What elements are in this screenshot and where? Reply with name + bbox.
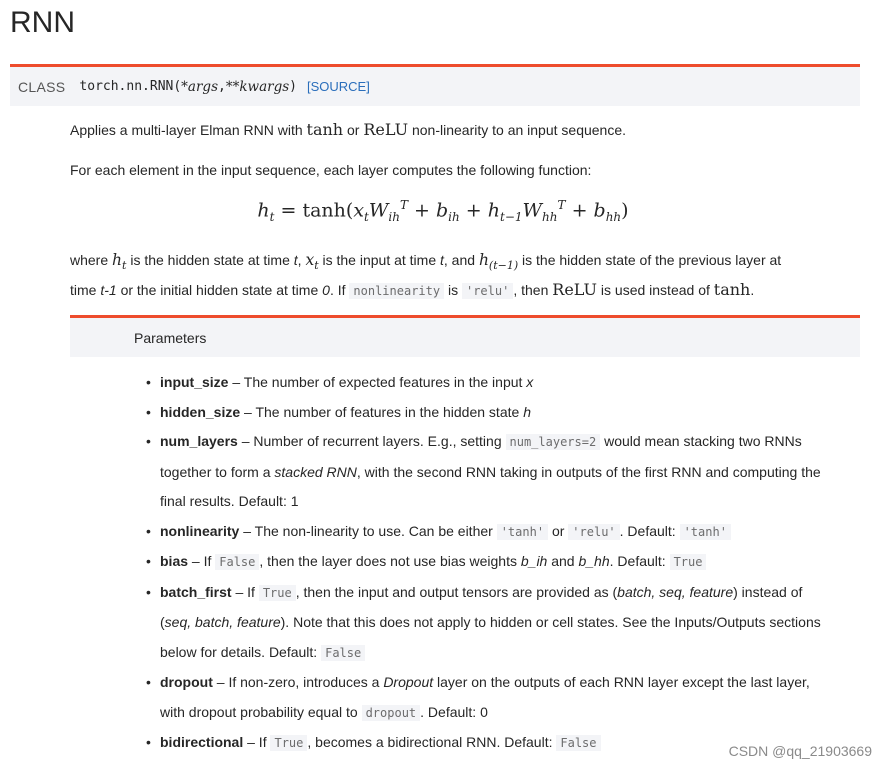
param-nonlinearity: • nonlinearity – The non-linearity to use. Can be either 'tanh' or 'relu' . Default: 'tanh' <box>160 517 860 548</box>
class-signature <box>10 64 860 106</box>
function-paragraph: For each element in the input sequence, each layer computes the following function: <box>70 162 592 178</box>
rnn-equation: $h_t = \tanh(x_tW_{ih}^T + b_{ih} + h_{t-1}W_{hh}^T + b_{hh})$ <box>257 198 629 225</box>
param-dropout: • dropout – If non-zero, introduces a Dropout layer on the outputs of each RNN layer except the last layer, with dropout probability equal to dropout . Default: 0 <box>160 668 860 728</box>
signature-kwargs: **kwargs <box>225 78 290 95</box>
page-title: RNN <box>10 6 75 39</box>
param-bidirectional: • bidirectional – If True , becomes a bidirectional RNN. Default: False <box>160 728 860 759</box>
param-bias: • bias – If False , then the layer does not use bias weights b_ih and b_hh. Default: True <box>160 547 860 578</box>
param-num-layers: • num_layers – Number of recurrent layers. E.g., setting num_layers=2 would mean stacking two RNNs together to form a stacked RNN, with the second RNN taking in outputs of the first RNN and computing the final results. Default: 1 <box>160 427 860 517</box>
param-batch-first: • batch_first – If True , then the input and output tensors are provided as (batch, seq, feature) instead of (seq, batch, feature). Note that this does not apply to hidden or cell states. See the Inputs/Outputs sections below for details. Default: False <box>160 578 860 669</box>
param-input-size: • input_size – The number of expected features in the input x <box>160 368 860 398</box>
signature-name: torch.nn.RNN( <box>79 79 182 94</box>
param-hidden-size: • hidden_size – The number of features in the hidden state h <box>160 398 860 428</box>
signature-sep: , <box>218 79 226 94</box>
where-paragraph: where $h_t$ is the hidden state at time t, $x_t$ is the input at time t, and $h_{(t-1)}$ is the hidden state of the previous layer at time t-1 or the initial hidden state at time 0. If nonlinearity is 'relu' , then ReLU is used instead of tanh. <box>70 251 782 299</box>
parameters-header <box>70 315 860 357</box>
source-link[interactable]: [SOURCE] <box>306 79 370 94</box>
signature-close: ) <box>289 79 297 94</box>
parameters-header-label: Parameters <box>134 329 207 346</box>
signature-args: *args <box>181 78 218 95</box>
class-label: CLASS <box>18 78 66 95</box>
watermark: CSDN @qq_21903669 <box>728 743 872 759</box>
intro-paragraph: Applies a multi-layer Elman RNN with tanh or ReLU non-linearity to an input sequence. <box>70 120 627 139</box>
parameters-list <box>160 368 860 759</box>
